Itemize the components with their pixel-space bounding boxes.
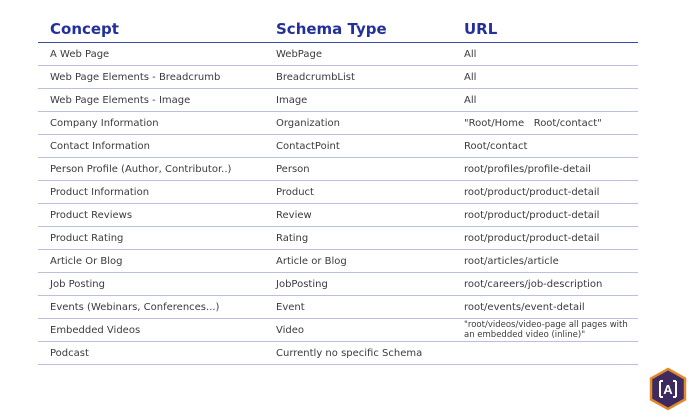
concept-cell: Embedded Videos — [38, 319, 264, 342]
table-row — [38, 89, 638, 112]
brand-logo — [648, 367, 688, 411]
url-cell: "root/videos/video-page all pages with an embedded video (inline)" — [452, 319, 638, 342]
table-row — [38, 227, 638, 250]
url-cell: root/product/product-detail — [452, 227, 638, 250]
schema-type-cell: Person — [264, 158, 452, 181]
schema-type-cell: Rating — [264, 227, 452, 250]
concept-cell: Web Page Elements - Breadcrumb — [38, 66, 264, 89]
concept-cell: Podcast — [38, 342, 264, 365]
url-cell: root/events/event-detail — [452, 296, 638, 319]
url-cell: root/product/product-detail — [452, 181, 638, 204]
header-schema-type: Schema Type — [264, 15, 452, 43]
concept-cell: Contact Information — [38, 135, 264, 158]
concept-cell: Company Information — [38, 112, 264, 135]
url-cell: root/profiles/profile-detail — [452, 158, 638, 181]
logo-letter: A — [663, 382, 673, 397]
url-cell: root/product/product-detail — [452, 204, 638, 227]
schema-type-cell: Currently no specific Schema — [264, 342, 452, 365]
url-cell — [452, 342, 638, 365]
header-concept: Concept — [38, 15, 264, 43]
table-row — [38, 204, 638, 227]
table-row — [38, 43, 638, 66]
url-cell: All — [452, 43, 638, 66]
schema-type-cell: Video — [264, 319, 452, 342]
schema-type-cell: Article or Blog — [264, 250, 452, 273]
table-row — [38, 342, 638, 365]
url-cell: root/careers/job-description — [452, 273, 638, 296]
table-row — [38, 273, 638, 296]
concept-cell: Product Rating — [38, 227, 264, 250]
schema-table — [38, 15, 638, 365]
schema-type-cell: Review — [264, 204, 452, 227]
table-row — [38, 296, 638, 319]
table-row — [38, 135, 638, 158]
concept-cell: A Web Page — [38, 43, 264, 66]
table-row — [38, 158, 638, 181]
schema-type-cell: ContactPoint — [264, 135, 452, 158]
schema-type-cell: JobPosting — [264, 273, 452, 296]
concept-cell: Events (Webinars, Conferences...) — [38, 296, 264, 319]
concept-cell: Person Profile (Author, Contributor..) — [38, 158, 264, 181]
table-row — [38, 250, 638, 273]
url-cell: root/articles/article — [452, 250, 638, 273]
concept-cell: Product Reviews — [38, 204, 264, 227]
concept-cell: Web Page Elements - Image — [38, 89, 264, 112]
schema-type-cell: Organization — [264, 112, 452, 135]
table-row — [38, 319, 638, 342]
url-cell: "Root/Home Root/contact" — [452, 112, 638, 135]
header-url: URL — [452, 15, 638, 43]
concept-cell: Product Information — [38, 181, 264, 204]
table-row — [38, 181, 638, 204]
url-cell: All — [452, 66, 638, 89]
url-cell: Root/contact — [452, 135, 638, 158]
table-row — [38, 66, 638, 89]
url-cell: All — [452, 89, 638, 112]
schema-type-cell: Image — [264, 89, 452, 112]
table-header-row — [38, 15, 638, 43]
schema-type-cell: Product — [264, 181, 452, 204]
concept-cell: Article Or Blog — [38, 250, 264, 273]
schema-type-cell: WebPage — [264, 43, 452, 66]
schema-type-cell: Event — [264, 296, 452, 319]
table-row — [38, 112, 638, 135]
schema-type-cell: BreadcrumbList — [264, 66, 452, 89]
concept-cell: Job Posting — [38, 273, 264, 296]
